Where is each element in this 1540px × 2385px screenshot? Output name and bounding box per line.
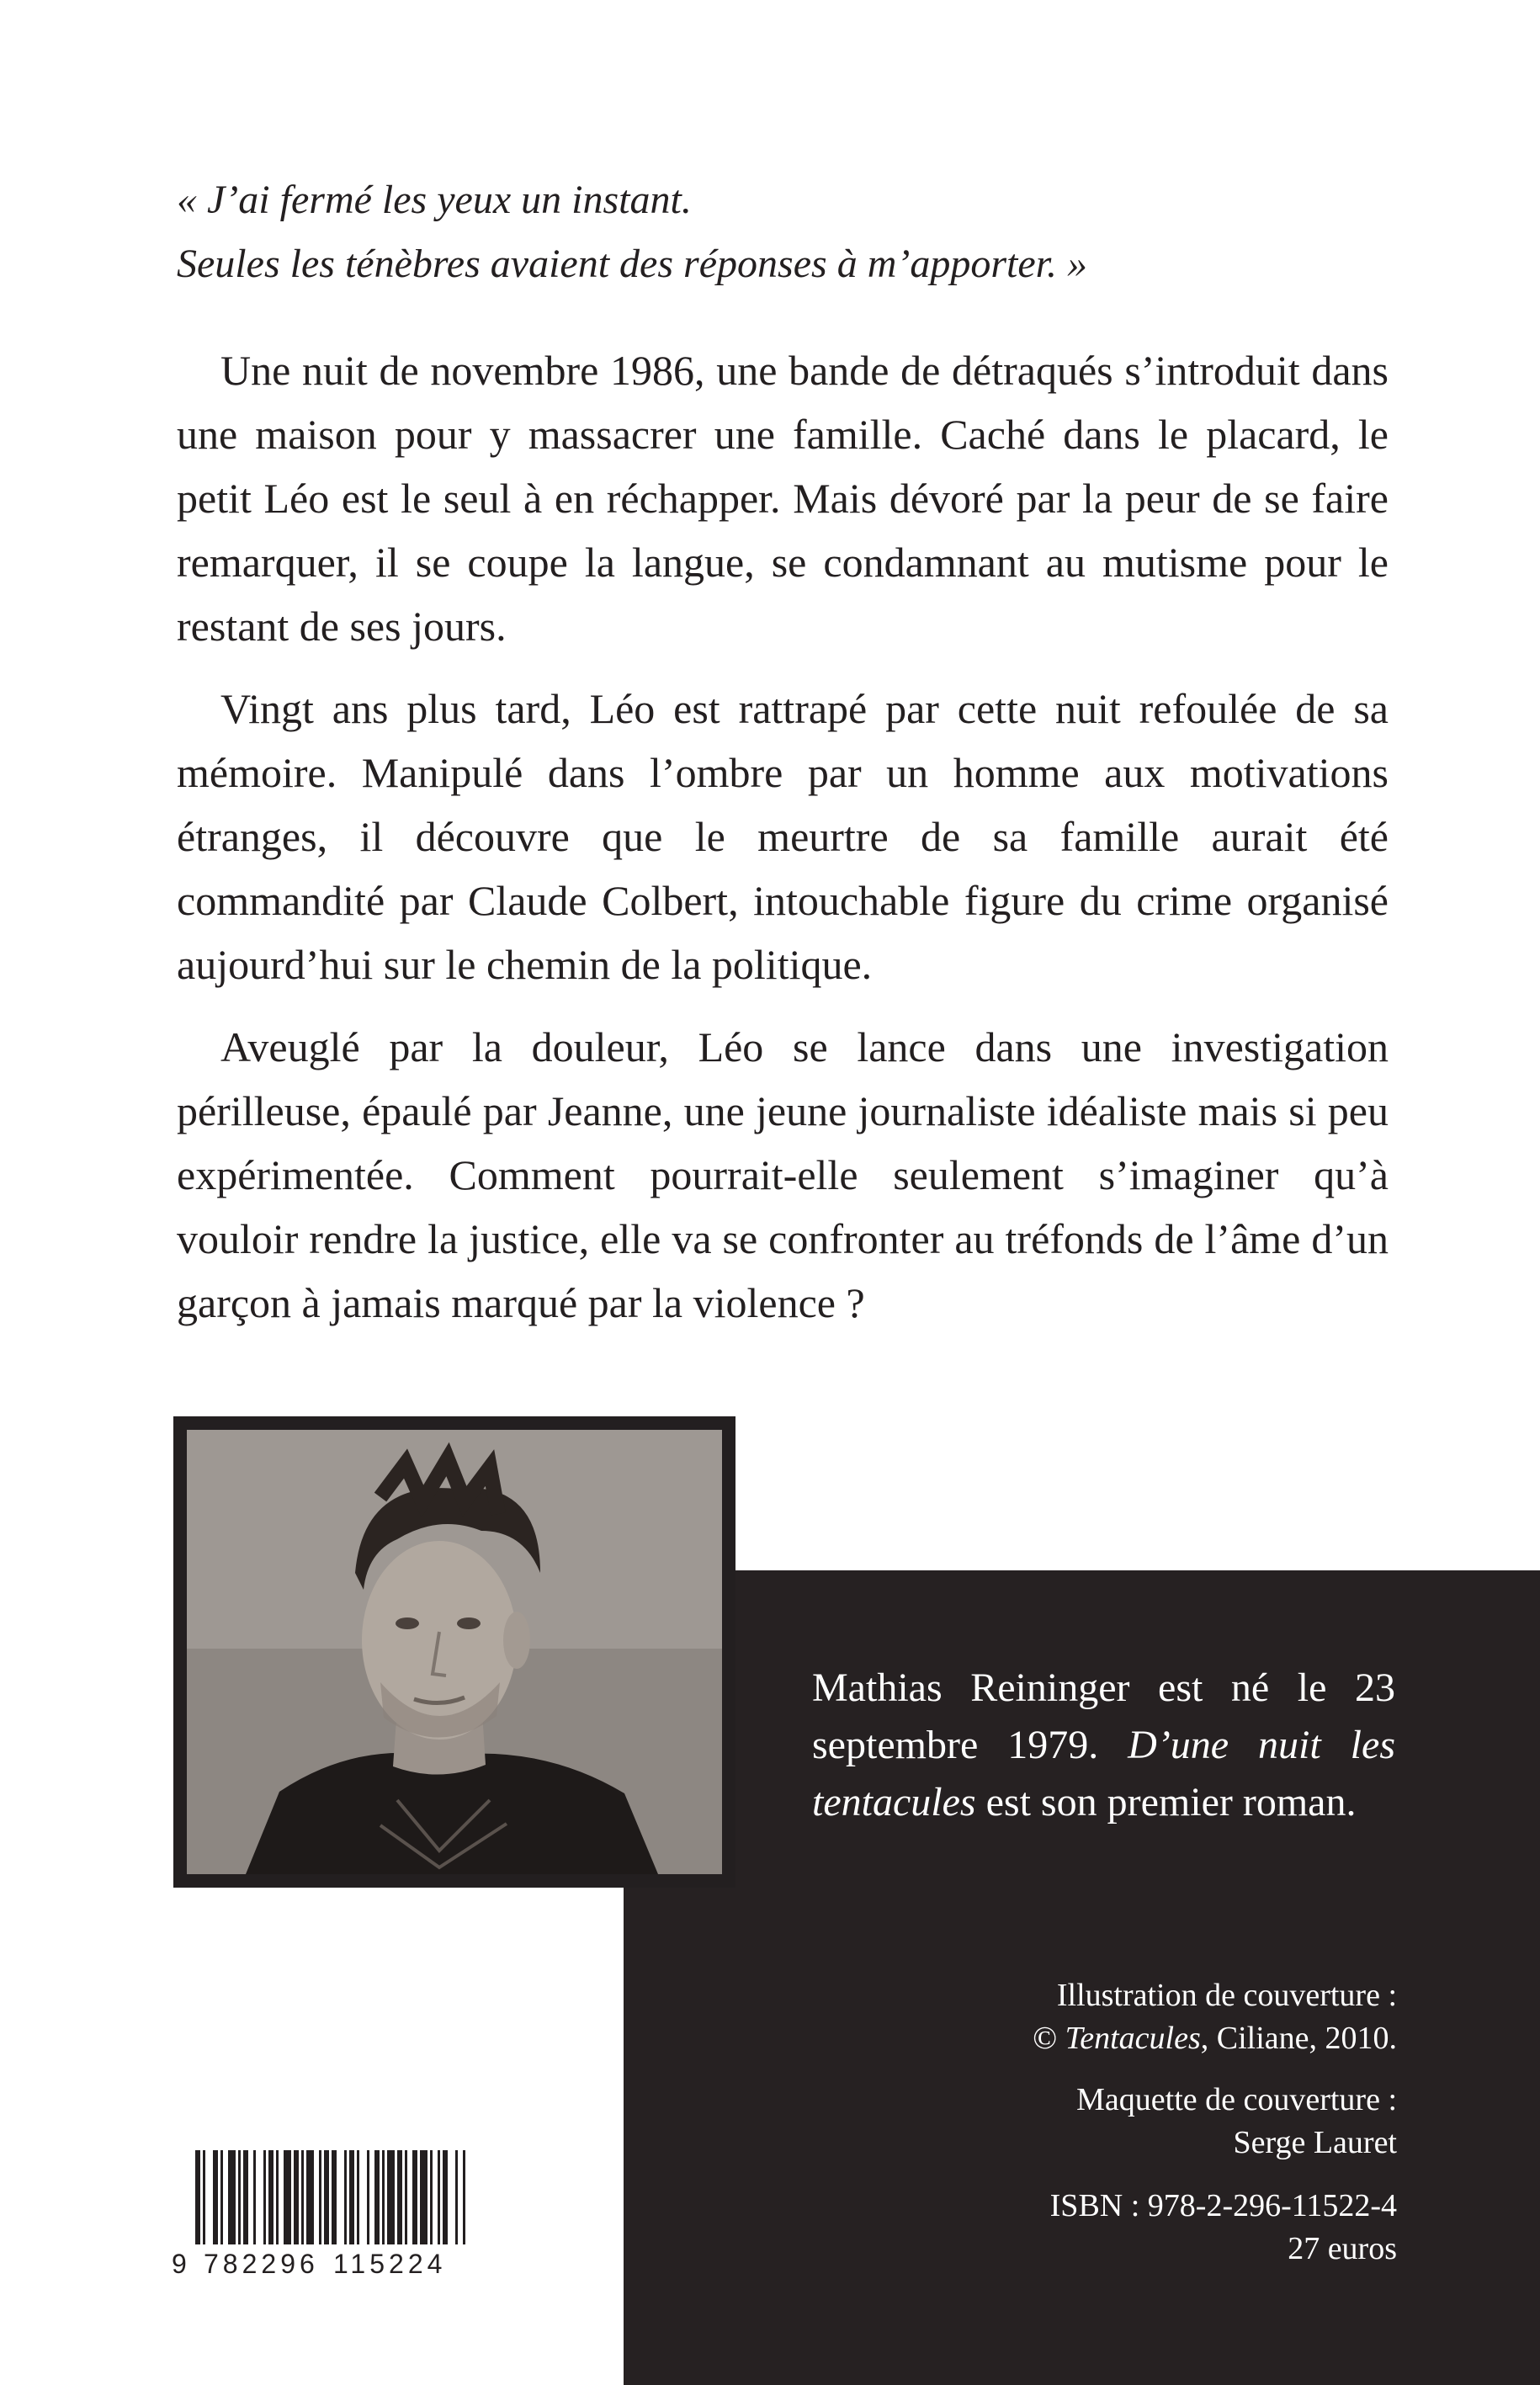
- synopsis-paragraph-2: Vingt ans plus tard, Léo est rattrapé par cette nuit refoulée de sa mémoire. Manipulé dans l’ombre par un homme aux motivations étranges, il découvre que le meurtre de sa famille aurait été commandité par Claude Colbert, intouchable figure du crime organisé aujourd’hui sur le chemin de la politique.: [177, 685, 1389, 988]
- barcode-bar: [438, 2150, 440, 2244]
- layout-label: Maquette de couverture :: [1076, 2082, 1397, 2117]
- author-bio: [812, 1660, 1395, 1831]
- barcode-bar: [443, 2150, 448, 2244]
- barcode-bar: [284, 2150, 291, 2244]
- barcode-left-digits: 782296: [204, 2249, 319, 2278]
- barcode-bar: [228, 2150, 236, 2244]
- barcode-bar: [349, 2150, 354, 2244]
- barcode-bar: [382, 2150, 385, 2244]
- isbn-price: [842, 2185, 1397, 2271]
- copyright-symbol: ©: [1033, 2021, 1058, 2056]
- barcode-bar: [294, 2150, 299, 2244]
- barcode-bar: [243, 2150, 248, 2244]
- barcode-bar: [268, 2150, 273, 2244]
- barcode-bar: [253, 2150, 256, 2244]
- price: 27 euros: [1288, 2231, 1397, 2266]
- cover-illustration-credit: [842, 1974, 1397, 2060]
- illustration-artist-year: , Ciliane, 2010.: [1200, 2021, 1397, 2056]
- author-bio-text: Mathias Reininger est né le 23 septembre 1979.: [812, 1665, 1395, 1767]
- barcode-bar: [276, 2150, 279, 2244]
- barcode-bar: [430, 2150, 433, 2244]
- barcode-right-digits: 115224: [333, 2249, 447, 2278]
- illustration-credit-line: [842, 2017, 1397, 2060]
- barcode-bar: [455, 2150, 458, 2244]
- barcode-bar: [263, 2150, 266, 2244]
- synopsis-paragraph-1: Une nuit de novembre 1986, une bande de détraqués s’introduit dans une maison pour y massacrer une famille. Caché dans le placard, le petit Léo est le seul à en réchapper. Mais dévoré par la peur de se faire remarquer, il se coupe la langue, se condamnant au mutisme pour le restant de ses jours.: [177, 347, 1389, 650]
- synopsis: [177, 338, 1389, 1353]
- barcode-bar: [220, 2150, 223, 2244]
- epigraph: [177, 168, 1389, 296]
- barcode-bar: [301, 2150, 304, 2244]
- illustration-title: Tentacules: [1065, 2021, 1201, 2056]
- illustration-label: Illustration de couverture :: [1056, 1978, 1397, 2013]
- barcode-bar: [203, 2150, 205, 2244]
- barcode-lead-digit: 9: [172, 2249, 187, 2278]
- barcode-bar: [195, 2150, 200, 2244]
- dark-panel-extension: [624, 1887, 741, 2385]
- barcode-bar: [344, 2150, 347, 2244]
- author-bio-text-end: est son premier roman.: [975, 1780, 1357, 1825]
- barcode-bar: [357, 2150, 359, 2244]
- barcode-bar: [332, 2150, 337, 2244]
- author-photo: [187, 1430, 722, 1874]
- barcode-bar: [397, 2150, 402, 2244]
- isbn: ISBN : 978-2-296-11522-4: [1049, 2188, 1397, 2223]
- cover-layout-credit: [842, 2079, 1397, 2165]
- barcode-bar: [463, 2150, 465, 2244]
- barcode-bar: [412, 2150, 417, 2244]
- barcode-bar: [405, 2150, 407, 2244]
- barcode-bar: [387, 2150, 395, 2244]
- barcode-bar: [319, 2150, 321, 2244]
- epigraph-line-2: Seules les ténèbres avaient des réponses à m’apporter. »: [177, 242, 1088, 286]
- barcode-bar: [238, 2150, 241, 2244]
- layout-designer: Serge Lauret: [1233, 2125, 1397, 2160]
- barcode-bar: [374, 2150, 380, 2244]
- barcode-bar: [420, 2150, 427, 2244]
- synopsis-paragraph-3: Aveuglé par la douleur, Léo se lance dans une investigation périlleuse, épaulé par Jeanne, une jeune journaliste idéaliste mais si peu expérimentée. Comment pourrait-elle seulement s’imaginer qu’à vouloir rendre la justice, elle va se confronter au tréfonds de l’âme d’un garçon à jamais marqué par la violence ?: [177, 1023, 1389, 1326]
- author-portrait-illustration: [187, 1430, 722, 1874]
- barcode-bar: [306, 2150, 314, 2244]
- isbn-barcode: [170, 2147, 471, 2278]
- barcode-bar: [367, 2150, 369, 2244]
- barcode-bar: [213, 2150, 218, 2244]
- barcode-graphic: [170, 2147, 471, 2278]
- barcode-bar: [324, 2150, 329, 2244]
- epigraph-line-1: « J’ai fermé les yeux un instant.: [177, 178, 692, 222]
- book-title: D’une nuit les tentacules: [812, 1723, 1395, 1825]
